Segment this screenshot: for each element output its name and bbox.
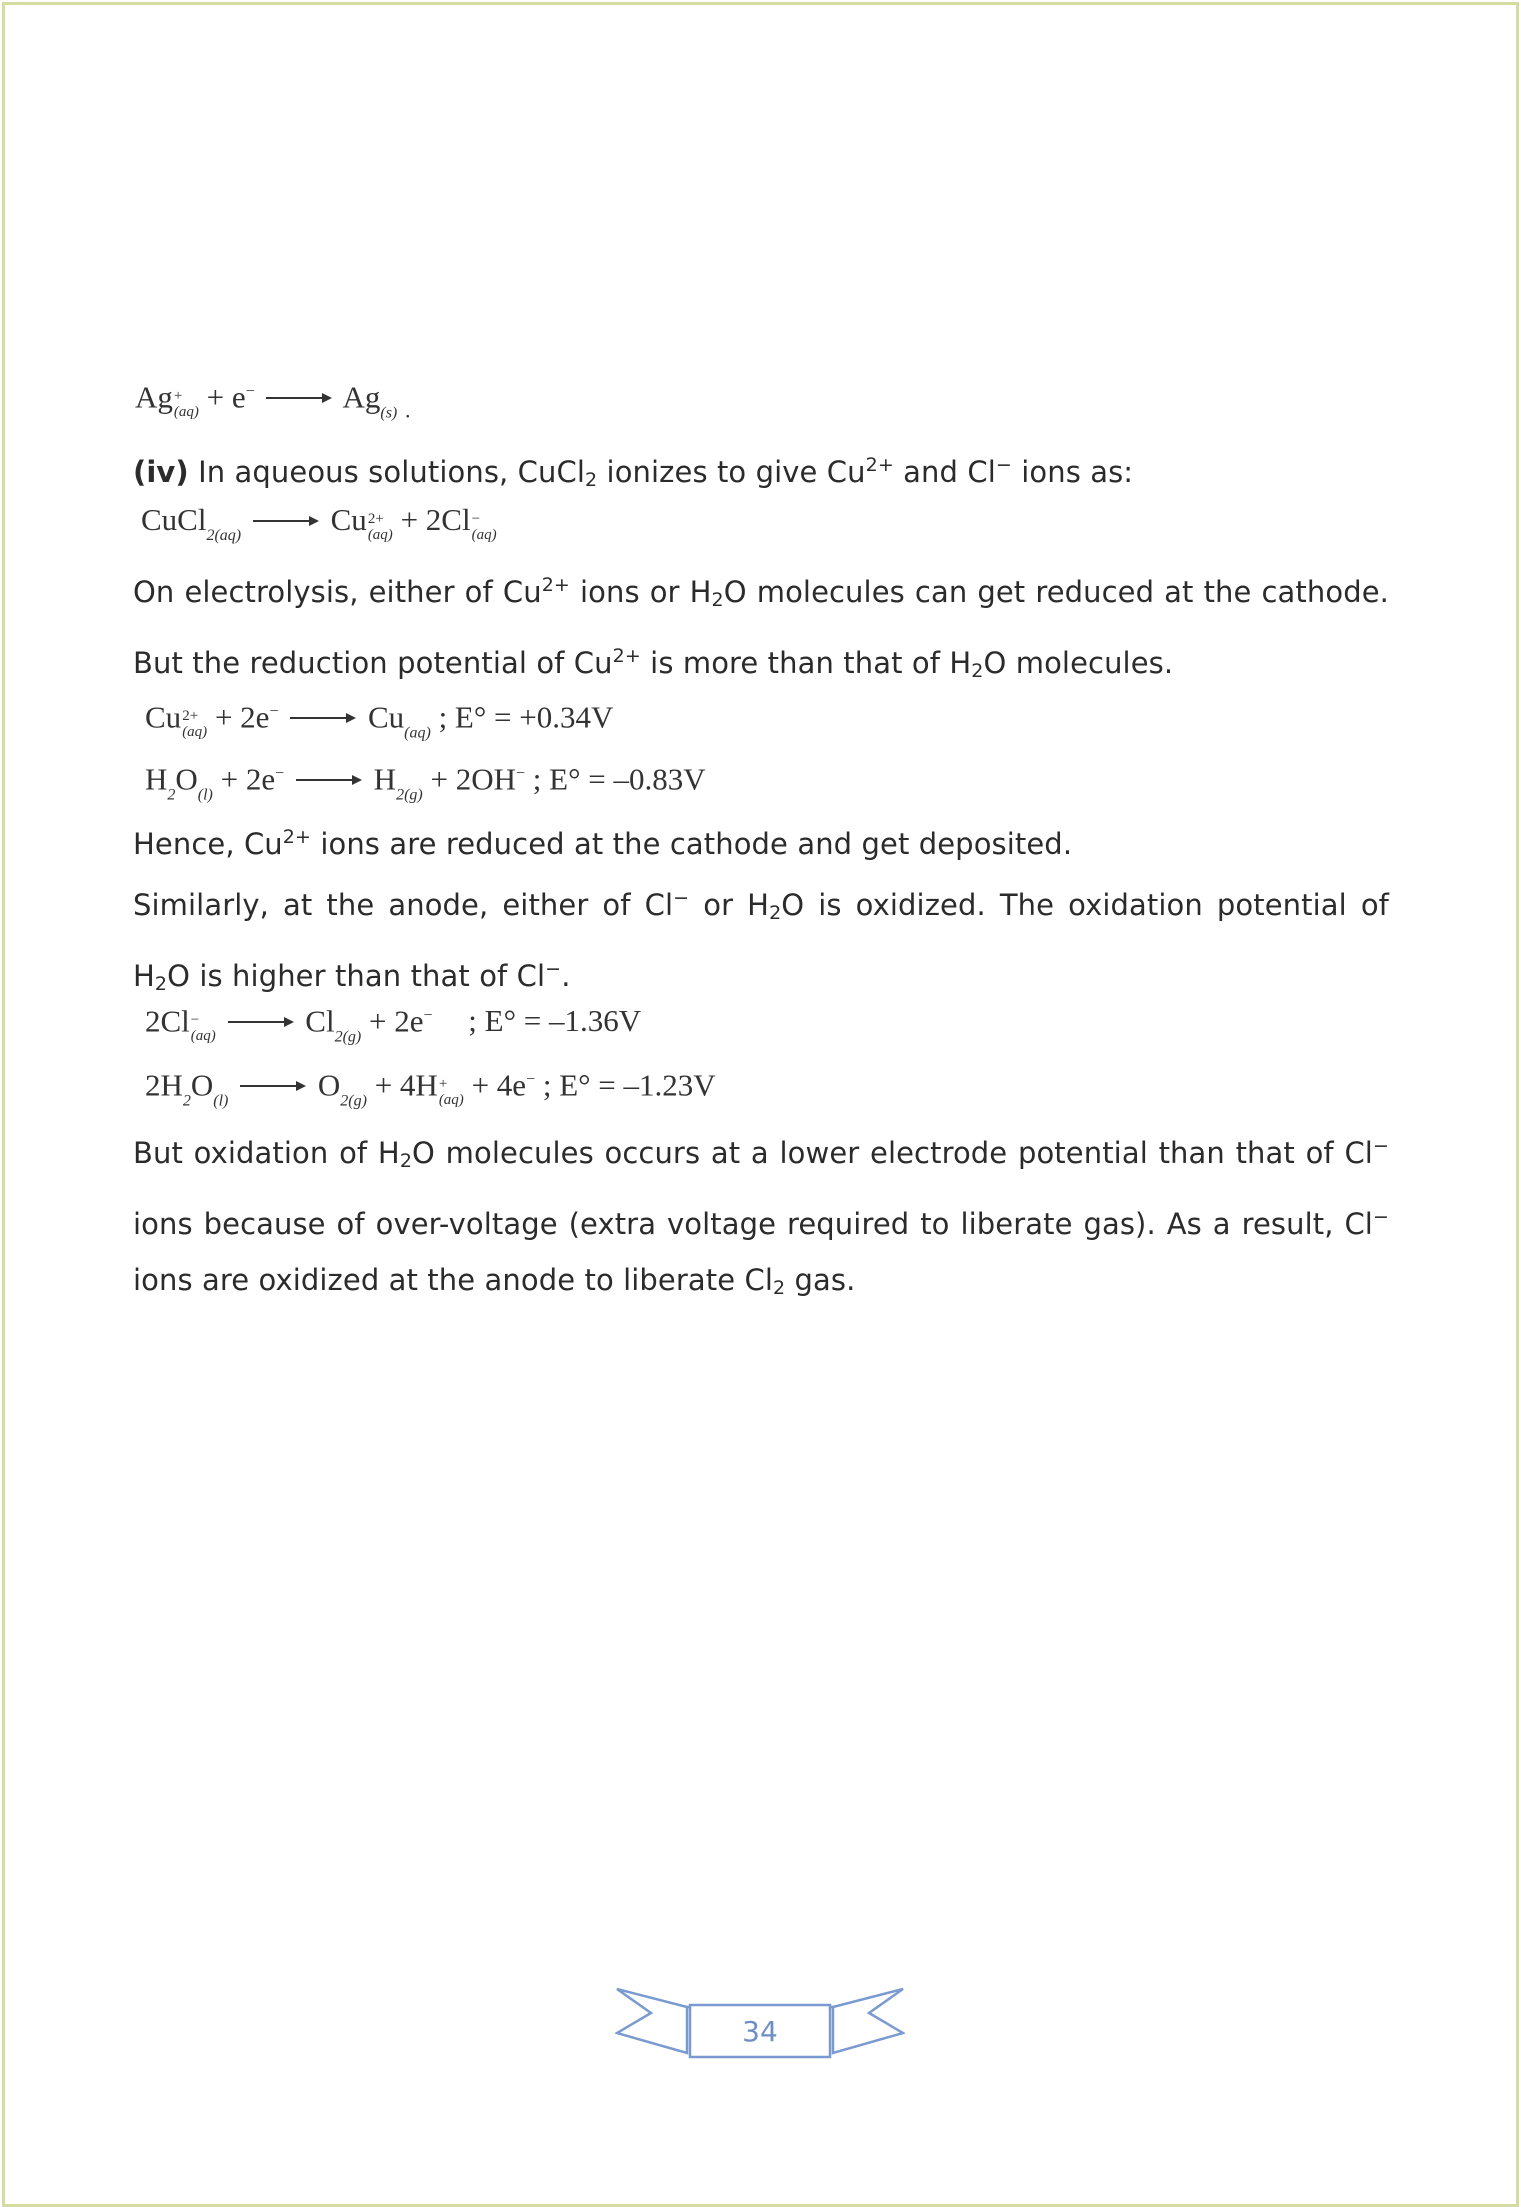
equation-copper-reduction: Cu 2+ (aq) + 2e− $Cu_{(aq)}$ ; E° = +0.34V xyxy=(145,692,613,753)
eq-term: + 2Cl xyxy=(400,502,471,537)
eq-term: + e xyxy=(206,379,246,415)
eq-term: CuCl xyxy=(141,502,207,537)
paragraph-iv-intro: (iv) In aqueous solutions, CuCl$_2$ ionizes to give $Cu^{2+}$ and Cl− ions as: xyxy=(133,454,1134,491)
eq-script: + (aq) xyxy=(173,388,199,421)
eq-term: Ag xyxy=(342,379,381,415)
equation-chloride-oxidation: 2Cl − (aq) $Cl_{2(g)} + 2e^-$ ; E° = –1.36V xyxy=(145,996,641,1057)
reaction-arrow-icon xyxy=(286,695,360,735)
page-number: 34 xyxy=(742,2015,778,2048)
paragraph-anode: Similarly, at the anode, either of Cl− or $H_2O$ is oxidized. The oxidation potential of $H_2O$ is higher than that of Cl−. xyxy=(133,887,1389,995)
equation-water-oxidation: $2H_2O_{(l)}$ $O_{2(g)} + 4H$ + (aq) + 4e− ; E° = –1.23V xyxy=(145,1060,716,1121)
reaction-arrow-icon xyxy=(249,498,323,538)
paragraph-electrolysis: On electrolysis, either of $Cu^{2+}$ ions or $H_2O$ molecules can get reduced at the cathode. But the reduction potential of $Cu^{2+}$ is more than that of $H_2O$ molecules. xyxy=(133,574,1389,682)
item-label: (iv) xyxy=(133,455,189,489)
reaction-arrow-icon xyxy=(224,999,298,1039)
equation-cucl2-dissociation: CuCl$_{2(aq)}$ Cu 2+ (aq) + 2Cl − (aq) xyxy=(141,500,497,556)
equation-water-reduction: $H_2O_{(l)} + 2e^-$ $H_{2(g)} + 2OH^-$ ; E° = –0.83V xyxy=(145,754,706,815)
reaction-arrow-icon xyxy=(236,1063,310,1103)
eq-term: Ag xyxy=(135,379,173,415)
reaction-arrow-icon xyxy=(292,757,366,797)
paragraph-overvoltage: But oxidation of $H_2O$ molecules occurs at a lower electrode potential than that of Cl− ions because of over-voltage (extra voltage required to liberate gas). As a result, Cl− ions are oxidized at the anode to liberate $Cl_2$ gas. xyxy=(133,1135,1389,1299)
equation-silver-reduction: Ag + (aq) + e− $Ag_{(s)}$ $_.$ xyxy=(135,372,411,433)
eq-term: Cu xyxy=(330,502,367,537)
electrode-potential: ; E° = –1.36V xyxy=(468,1003,642,1039)
paragraph-hence: Hence, $Cu^{2+}$ ions are reduced at the cathode and get deposited. xyxy=(133,826,1073,861)
electrode-potential: ; E° = –0.83V xyxy=(532,761,706,797)
electrode-potential: ; E° = +0.34V xyxy=(438,699,614,735)
reaction-arrow-icon xyxy=(262,375,336,415)
electrode-potential: ; E° = –1.23V xyxy=(542,1067,716,1103)
